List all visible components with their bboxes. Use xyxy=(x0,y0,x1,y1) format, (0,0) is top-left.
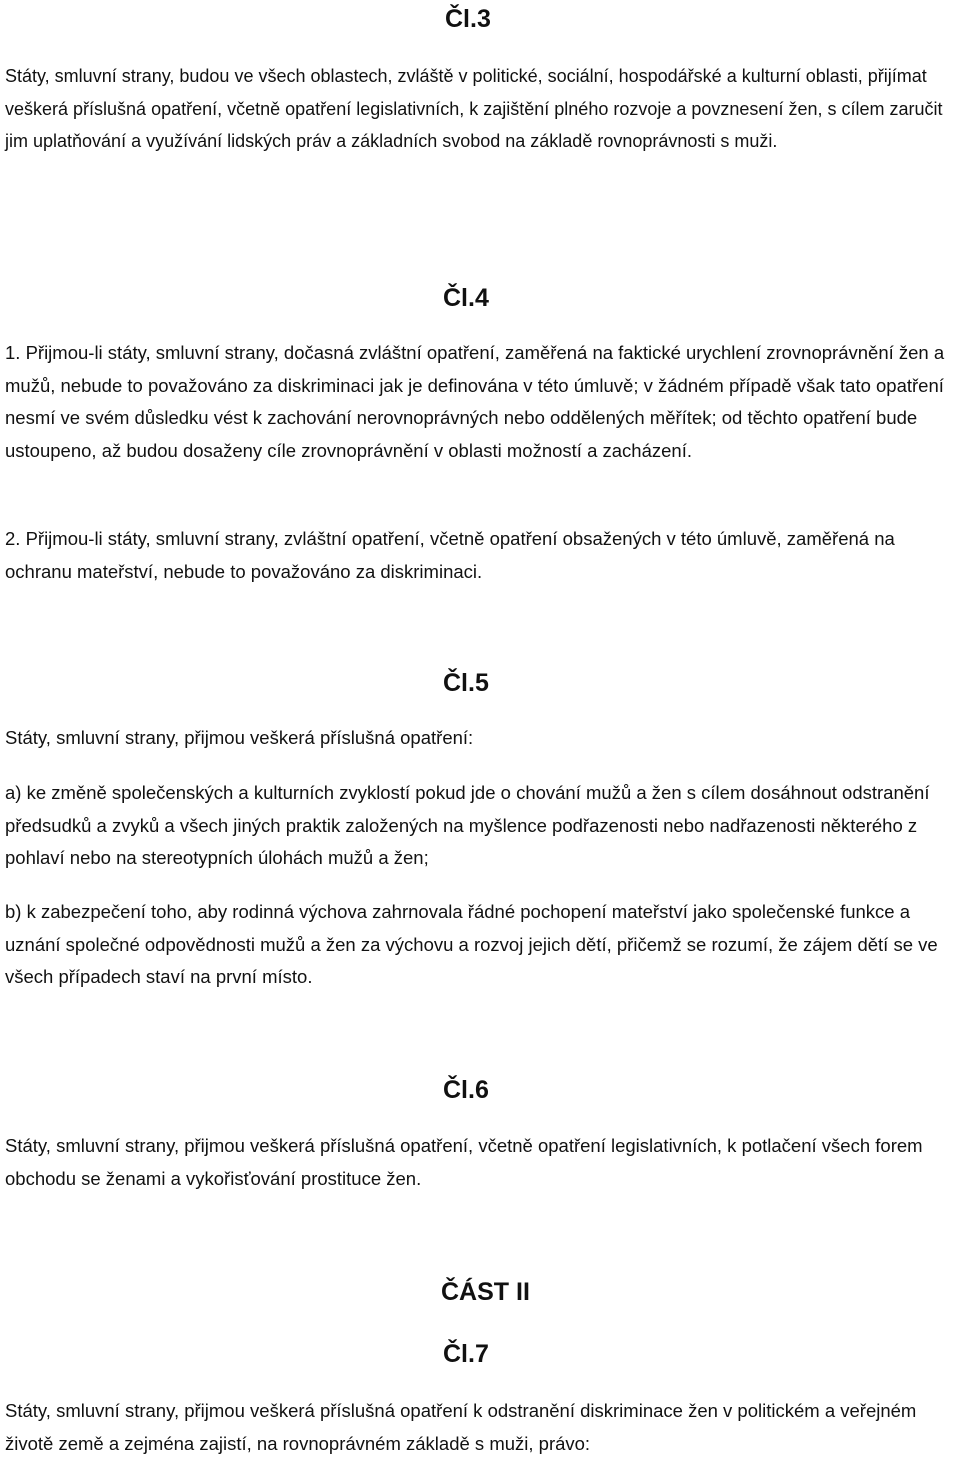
article-7-text: Státy, smluvní strany, přijmou veškerá příslušná opatření k odstranění diskriminace žen v politickém a veřejném životě země a zejména zajistí, na rovnoprávném základě s muži, právo: xyxy=(5,1400,917,1454)
article-5-item-b: b) k zabezpečení toho, aby rodinná výchova zahrnovala řádné pochopení mateřství jako společenské funkce a uznání společné odpovědnosti mužů a žen za výchovu a rozvoj jejich dětí, přičemž se rozumí, že zájem dětí se ve všech případech staví na první místo. xyxy=(5,901,938,987)
article-5-heading: Čl.5 xyxy=(443,669,489,697)
article-5-item-a: a) ke změně společenských a kulturních zvyklostí pokud jde o chování mužů a žen s cílem dosáhnout odstranění předsudků a zvyků a všech jiných praktik založených na myšlence podřazenosti nebo nadřazenosti některého z pohlaví nebo na stereotypních úlohách mužů a žen; xyxy=(5,782,930,868)
article-4-paragraph-2: 2. Přijmou-li státy, smluvní strany, zvláštní opatření, včetně opatření obsažených v této úmluvě, zaměřená na ochranu mateřství, nebude to považováno za diskriminaci. xyxy=(5,528,895,582)
article-7-heading: Čl.7 xyxy=(443,1340,489,1368)
article-4-heading: Čl.4 xyxy=(443,284,489,312)
article-5-intro: Státy, smluvní strany, přijmou veškerá příslušná opatření: xyxy=(5,727,474,748)
article-6-text: Státy, smluvní strany, přijmou veškerá příslušná opatření, včetně opatření legislativních, k potlačení všech forem obchodu se ženami a vykořisťování prostituce žen. xyxy=(5,1135,923,1189)
article-6-heading: Čl.6 xyxy=(443,1076,489,1104)
part-2-heading: ČÁST II xyxy=(441,1278,530,1306)
article-3-text: Státy, smluvní strany, budou ve všech oblastech, zvláště v politické, sociální, hospodářské a kulturní oblasti, přijímat veškerá příslušná opatření, včetně opatření legislativních, k zajištění plného rozvoje a povznesení žen, s cílem zaručit jim uplatňování a využívání lidských práv a základních svobod na základě rovnoprávnosti s muži. xyxy=(5,66,943,151)
article-3-heading: Čl.3 xyxy=(445,5,491,33)
article-4-paragraph-1: 1. Přijmou-li státy, smluvní strany, dočasná zvláštní opatření, zaměřená na faktické urychlení zrovnoprávnění žen a mužů, nebude to považováno za diskriminaci jak je definována v této úmluvě; v žádném případě však tato opatření nesmí ve svém důsledku vést k zachování nerovnoprávných nebo oddělených měřítek; od těchto opatření bude ustoupeno, až budou dosaženy cíle zrovnoprávnění v oblasti možností a zacházení. xyxy=(5,342,945,461)
